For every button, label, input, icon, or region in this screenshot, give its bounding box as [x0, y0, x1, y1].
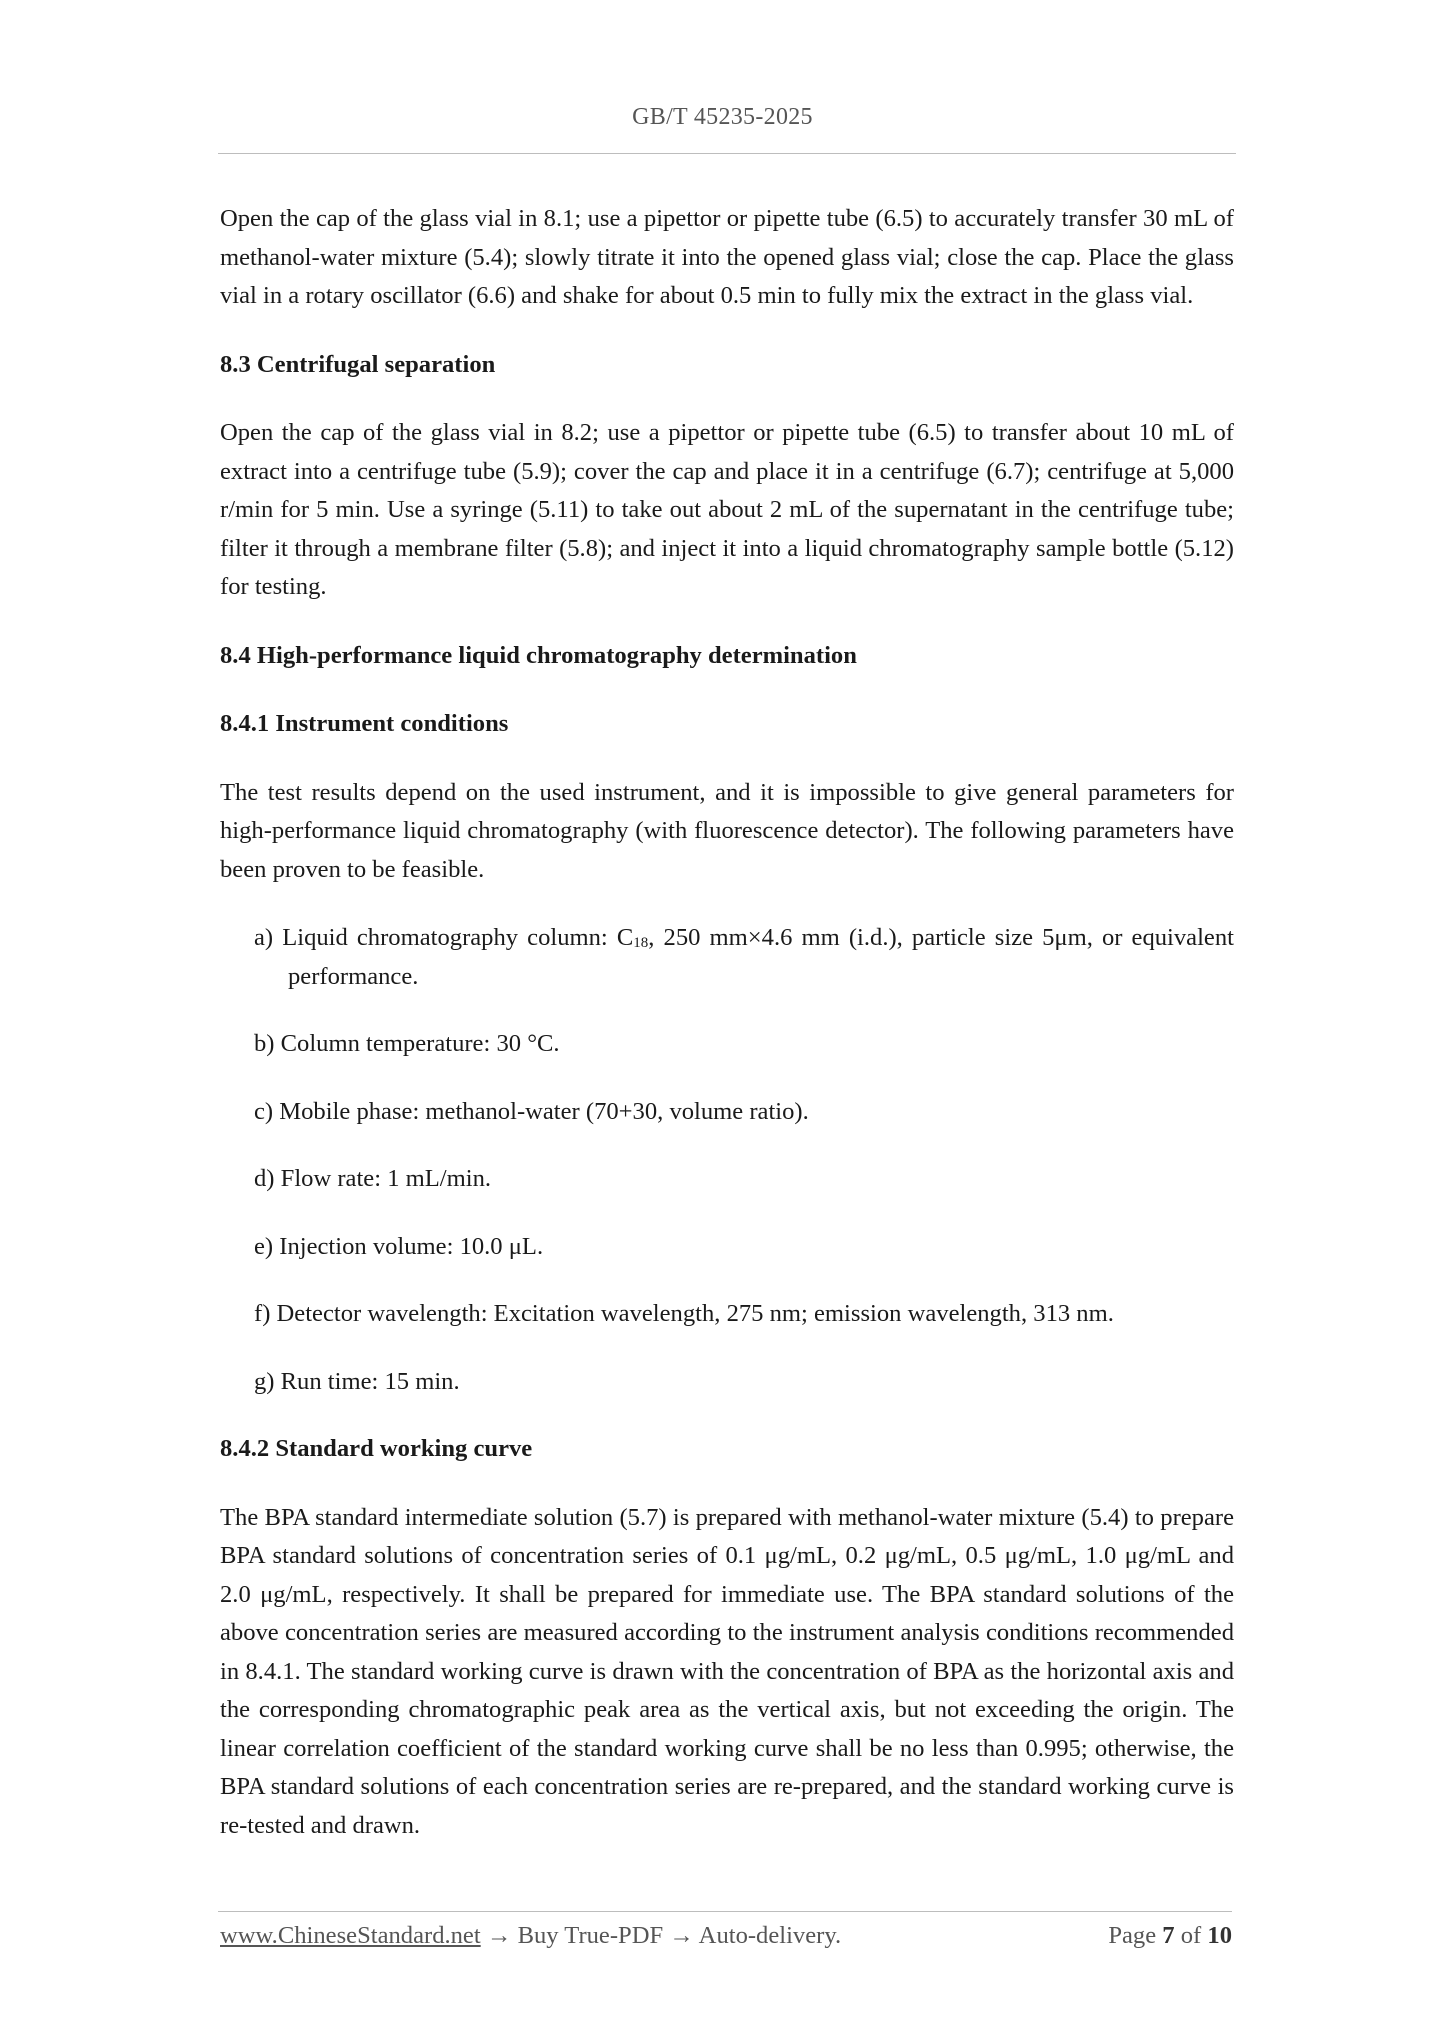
- list-item-a-suffix: , 250 mm×4.6 mm (i.d.), particle size 5μm, or equivalent performance.: [288, 924, 1234, 990]
- list-item-c: c) Mobile phase: methanol-water (70+30, volume ratio).: [254, 1097, 809, 1125]
- list-item-a-subscript: 18: [633, 935, 649, 951]
- list-item-f: f) Detector wavelength: Excitation wavelength, 275 nm; emission wavelength, 313 nm.: [254, 1300, 1114, 1327]
- section-8-3-heading: 8.3 Centrifugal separation: [220, 350, 496, 378]
- section-8-4-2-paragraph: The BPA standard intermediate solution (5.7) is prepared with methanol-water mixture (5.4) to prepare BPA standard solutions of concentration series of 0.1 μg/mL, 0.2 μg/mL, 0.5 μg/mL, 1.0 μg/mL and 2.0 μg/mL, respectively. It shall be prepared for immediate use. The BPA standard solutions of the above concentration series are measured according to the instrument analysis conditions recommended in 8.4.1. The standard working curve is drawn with the concentration of BPA as the horizontal axis and the corresponding chromatographic peak area as the vertical axis, but not exceeding the origin. The linear correlation coefficient of the standard working curve shall be no less than 0.995; otherwise, the BPA standard solutions of each concentration series are re-prepared, and the standard working curve is re-tested and drawn.: [220, 1503, 1234, 1839]
- page-number: [1108, 1922, 1232, 1950]
- section-8-4-2-heading: 8.4.2 Standard working curve: [220, 1435, 533, 1462]
- page-footer: [220, 1922, 1232, 1962]
- document-body: [220, 200, 1234, 1845]
- intro-paragraph: Open the cap of the glass vial in 8.1; use a pipettor or pipette tube (6.5) to accurately transfer 30 mL of methanol-water mixture (5.4); slowly titrate it into the opened glass vial; close the cap. Place the glass vial in a rotary oscillator (6.6) and shake for about 0.5 min to fully mix the extract in the glass vial.: [220, 205, 1234, 309]
- page-label: Page: [1108, 1922, 1157, 1949]
- footer-tagline: → Buy True-PDF → Auto-delivery.: [480, 1922, 842, 1949]
- list-item-a: [254, 919, 1234, 996]
- page-total: 10: [1207, 1922, 1232, 1949]
- page-of-label: of: [1180, 1922, 1202, 1949]
- list-item-d: d) Flow rate: 1 mL/min.: [254, 1165, 492, 1192]
- section-8-4-1-paragraph: The test results depend on the used instrument, and it is impossible to give general parameters for high-performance liquid chromatography (with fluorescence detector). The following parameters have been proven to be feasible.: [220, 778, 1234, 883]
- section-8-4-heading: 8.4 High-performance liquid chromatography determination: [220, 641, 857, 669]
- list-item-a-prefix: a) Liquid chromatography column: C: [254, 924, 634, 951]
- list-item-b: b) Column temperature: 30 °C.: [254, 1030, 560, 1057]
- header-divider: [218, 153, 1236, 154]
- list-item-e: e) Injection volume: 10.0 μL.: [254, 1232, 544, 1260]
- section-8-4-1-heading: 8.4.1 Instrument conditions: [220, 710, 509, 737]
- page-current: 7: [1162, 1922, 1175, 1949]
- footer-divider: [218, 1911, 1232, 1912]
- section-8-3-paragraph: Open the cap of the glass vial in 8.2; use a pipettor or pipette tube (6.5) to transfer about 10 mL of extract into a centrifuge tube (5.9); cover the cap and place it in a centrifuge (6.7); centrifuge at 5,000 r/min for 5 min. Use a syringe (5.11) to take out about 2 mL of the supernatant in the centrifuge tube; filter it through a membrane filter (5.8); and inject it into a liquid chromatography sample bottle (5.12) for testing.: [220, 419, 1234, 600]
- page-header: GB/T 45235-2025: [632, 104, 813, 130]
- list-item-g: g) Run time: 15 min.: [254, 1367, 460, 1395]
- footer-promo: [220, 1922, 841, 1950]
- website-link[interactable]: www.ChineseStandard.net: [220, 1922, 481, 1949]
